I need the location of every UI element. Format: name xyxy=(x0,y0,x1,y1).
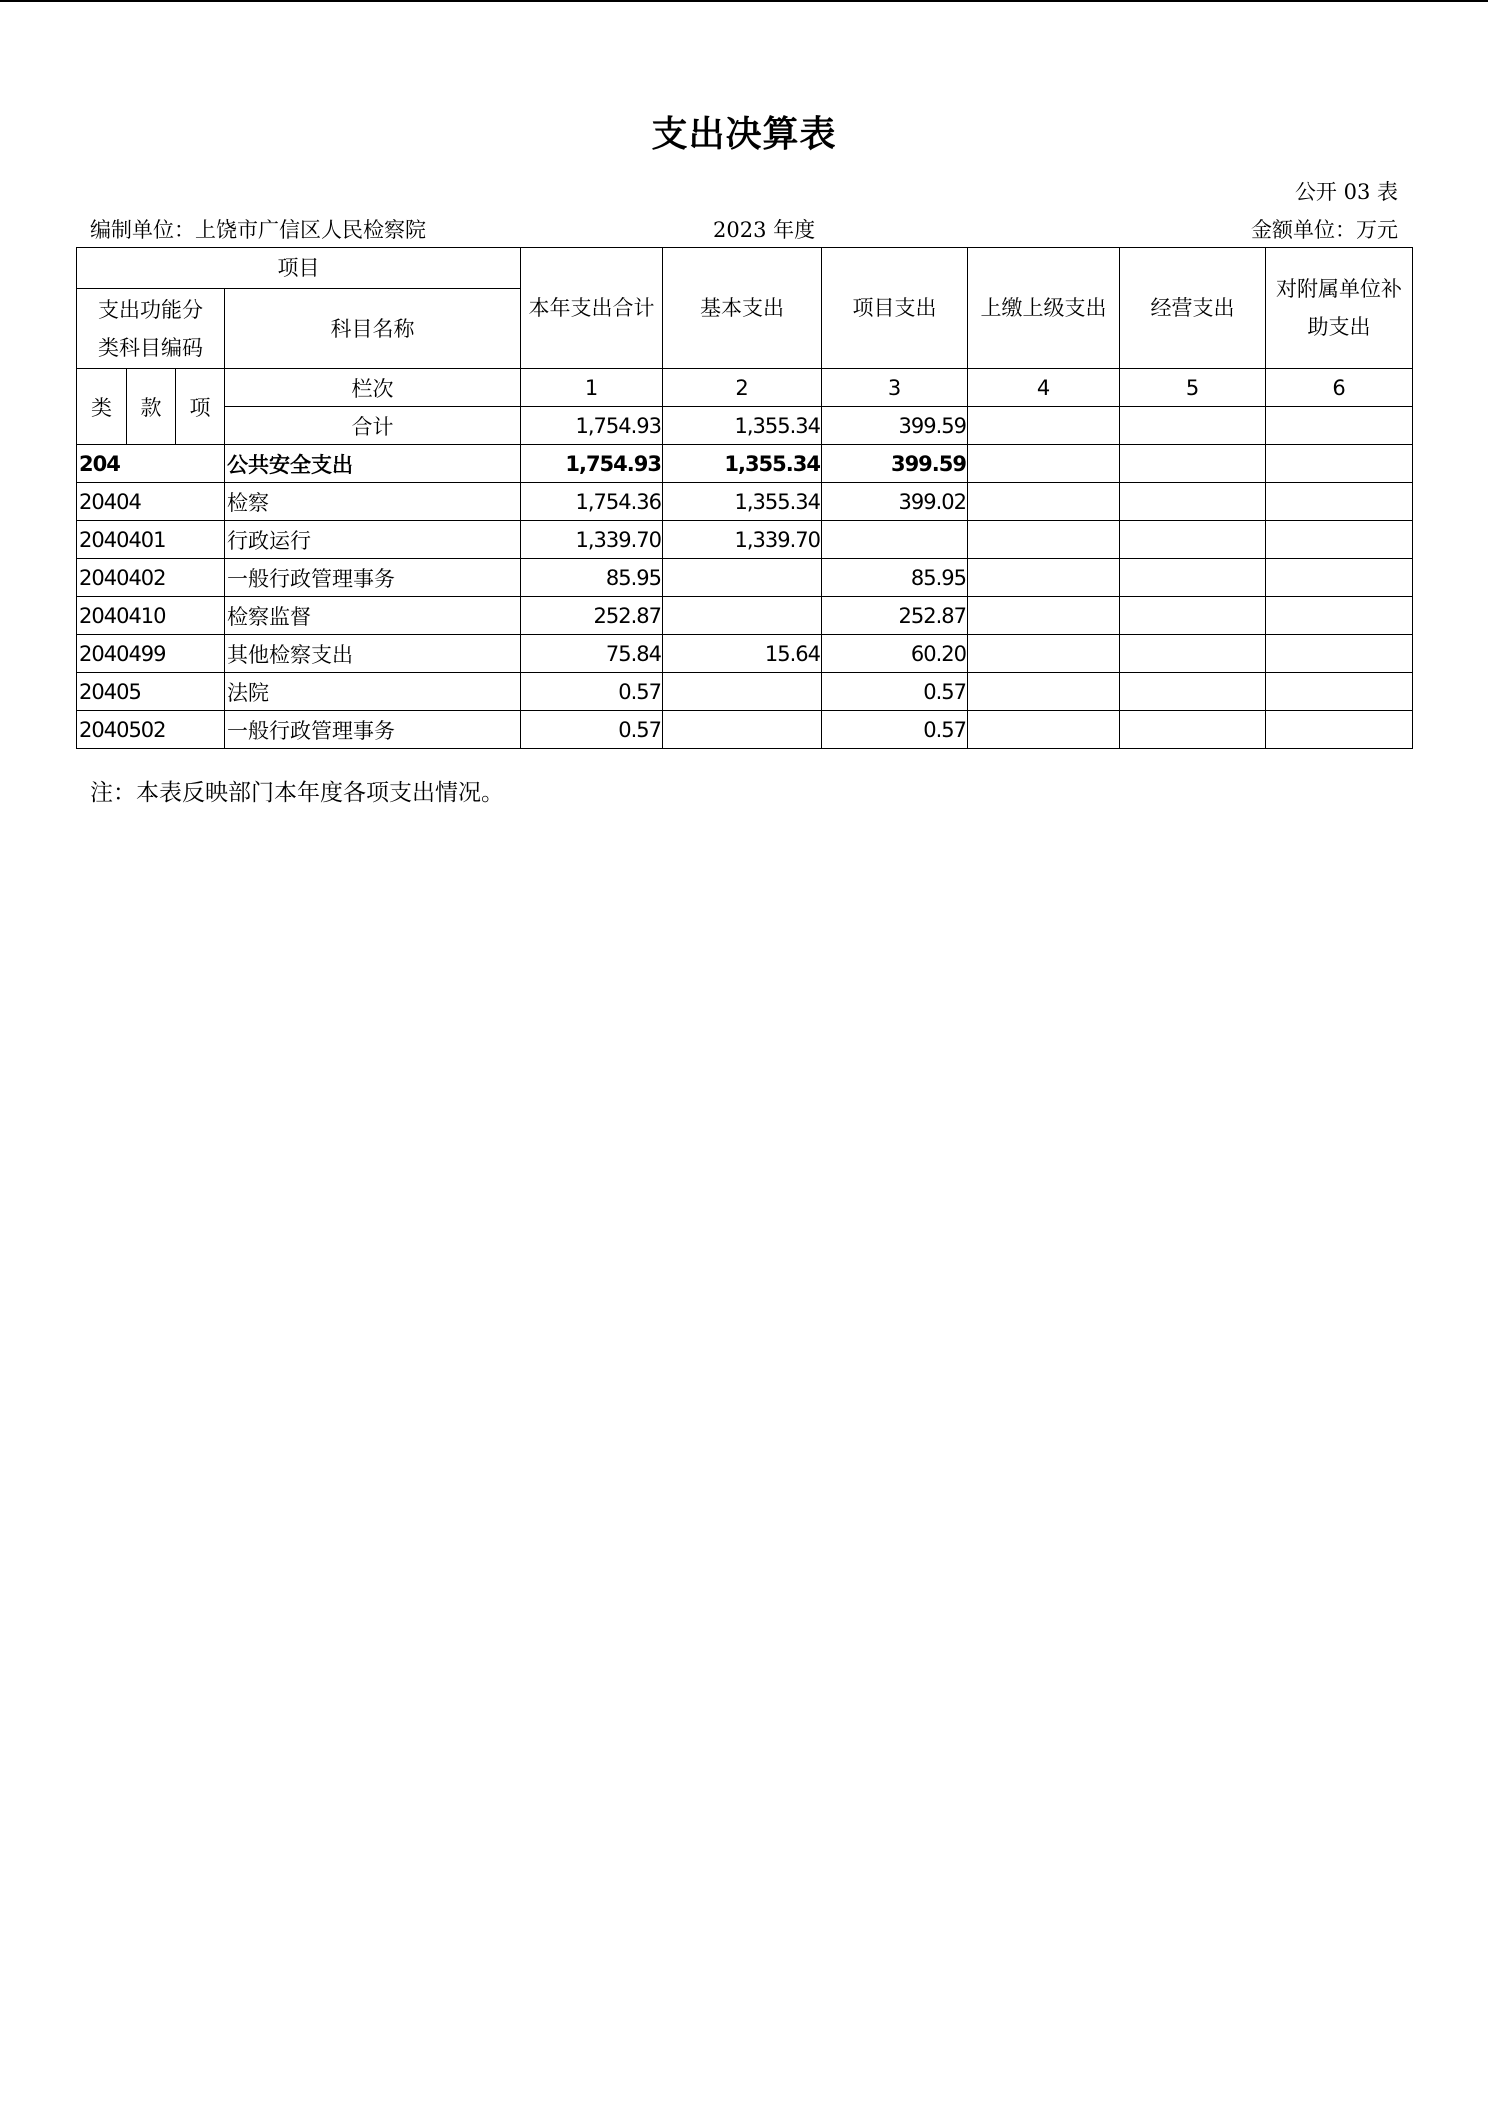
amount-upper xyxy=(968,711,1120,749)
amount-subsidy xyxy=(1266,559,1413,597)
col-number-4: 4 xyxy=(968,369,1120,407)
subject-code: 204 xyxy=(77,445,225,483)
header-subject-name: 科目名称 xyxy=(225,289,521,369)
amount-basic xyxy=(663,597,822,635)
form-number: 公开 03 表 xyxy=(1294,180,1398,204)
subject-code: 2040401 xyxy=(77,521,225,559)
header-code-group: 支出功能分类科目编码 xyxy=(77,289,225,369)
amount-project: 85.95 xyxy=(822,559,968,597)
amount-project xyxy=(822,521,968,559)
col-number-2: 2 xyxy=(663,369,822,407)
amount-total: 75.84 xyxy=(521,635,663,673)
amount-total: 0.57 xyxy=(521,673,663,711)
subject-code: 20404 xyxy=(77,483,225,521)
amount-business xyxy=(1120,483,1266,521)
amount-business xyxy=(1120,445,1266,483)
table-row xyxy=(77,711,1413,749)
table-row xyxy=(77,521,1413,559)
compiling-unit: 编制单位：上饶市广信区人民检察院 xyxy=(90,218,426,242)
amount-business xyxy=(1120,521,1266,559)
subject-code: 2040499 xyxy=(77,635,225,673)
amount-basic: 1,355.34 xyxy=(663,445,822,483)
expenditure-table xyxy=(76,247,1413,749)
fiscal-year: 2023 年度 xyxy=(713,218,816,242)
subject-name: 一般行政管理事务 xyxy=(225,711,521,749)
total-cell xyxy=(968,407,1120,445)
total-cell xyxy=(1266,407,1413,445)
amount-business xyxy=(1120,559,1266,597)
total-cell: 1,355.34 xyxy=(663,407,822,445)
amount-business xyxy=(1120,711,1266,749)
amount-basic: 1,355.34 xyxy=(663,483,822,521)
subject-code: 2040410 xyxy=(77,597,225,635)
amount-subsidy xyxy=(1266,711,1413,749)
amount-basic xyxy=(663,711,822,749)
subject-name: 检察 xyxy=(225,483,521,521)
amount-upper xyxy=(968,559,1120,597)
amount-total: 252.87 xyxy=(521,597,663,635)
table-row xyxy=(77,597,1413,635)
amount-total: 1,754.36 xyxy=(521,483,663,521)
amount-basic: 1,339.70 xyxy=(663,521,822,559)
table-row xyxy=(77,445,1413,483)
header-col-basic: 基本支出 xyxy=(663,248,822,369)
subject-code: 2040402 xyxy=(77,559,225,597)
table-note: 注：本表反映部门本年度各项支出情况。 xyxy=(90,780,504,806)
amount-project: 399.02 xyxy=(822,483,968,521)
subject-name: 法院 xyxy=(225,673,521,711)
amount-subsidy xyxy=(1266,483,1413,521)
table-row xyxy=(77,673,1413,711)
header-xiang: 项 xyxy=(176,369,225,445)
amount-total: 85.95 xyxy=(521,559,663,597)
subject-name: 检察监督 xyxy=(225,597,521,635)
total-label: 合计 xyxy=(225,407,521,445)
header-col-upper: 上缴上级支出 xyxy=(968,248,1120,369)
total-cell: 1,754.93 xyxy=(521,407,663,445)
subject-name: 公共安全支出 xyxy=(225,445,521,483)
header-row-1 xyxy=(77,248,1413,289)
amount-upper xyxy=(968,673,1120,711)
amount-total: 1,339.70 xyxy=(521,521,663,559)
header-col-subsidy: 对附属单位补助支出 xyxy=(1266,248,1413,369)
header-col-project: 项目支出 xyxy=(822,248,968,369)
amount-subsidy xyxy=(1266,521,1413,559)
col-number-1: 1 xyxy=(521,369,663,407)
header-project: 项目 xyxy=(77,248,521,289)
subject-name: 一般行政管理事务 xyxy=(225,559,521,597)
amount-upper xyxy=(968,445,1120,483)
header-col-business: 经营支出 xyxy=(1120,248,1266,369)
meta-row xyxy=(90,214,1398,244)
amount-basic: 15.64 xyxy=(663,635,822,673)
amount-upper xyxy=(968,521,1120,559)
total-cell: 399.59 xyxy=(822,407,968,445)
amount-unit: 金额单位：万元 xyxy=(1251,218,1398,242)
total-cell xyxy=(1120,407,1266,445)
amount-project: 399.59 xyxy=(822,445,968,483)
amount-business xyxy=(1120,597,1266,635)
column-number-row xyxy=(77,369,1413,407)
amount-upper xyxy=(968,635,1120,673)
table-row xyxy=(77,483,1413,521)
amount-upper xyxy=(968,483,1120,521)
amount-upper xyxy=(968,597,1120,635)
col-number-6: 6 xyxy=(1266,369,1413,407)
amount-total: 0.57 xyxy=(521,711,663,749)
amount-subsidy xyxy=(1266,445,1413,483)
header-lanci: 栏次 xyxy=(225,369,521,407)
amount-subsidy xyxy=(1266,673,1413,711)
header-col-total: 本年支出合计 xyxy=(521,248,663,369)
amount-basic xyxy=(663,673,822,711)
subject-code: 20405 xyxy=(77,673,225,711)
subject-code: 2040502 xyxy=(77,711,225,749)
amount-basic xyxy=(663,559,822,597)
subject-name: 其他检察支出 xyxy=(225,635,521,673)
page-title: 支出决算表 xyxy=(651,114,837,155)
col-number-5: 5 xyxy=(1120,369,1266,407)
col-number-3: 3 xyxy=(822,369,968,407)
table-row xyxy=(77,559,1413,597)
amount-project: 60.20 xyxy=(822,635,968,673)
amount-subsidy xyxy=(1266,635,1413,673)
amount-subsidy xyxy=(1266,597,1413,635)
amount-project: 0.57 xyxy=(822,673,968,711)
amount-business xyxy=(1120,635,1266,673)
table-row xyxy=(77,635,1413,673)
header-kuan: 款 xyxy=(127,369,176,445)
amount-project: 252.87 xyxy=(822,597,968,635)
total-row xyxy=(77,407,1413,445)
amount-business xyxy=(1120,673,1266,711)
amount-project: 0.57 xyxy=(822,711,968,749)
subject-name: 行政运行 xyxy=(225,521,521,559)
amount-total: 1,754.93 xyxy=(521,445,663,483)
header-lei: 类 xyxy=(77,369,127,445)
